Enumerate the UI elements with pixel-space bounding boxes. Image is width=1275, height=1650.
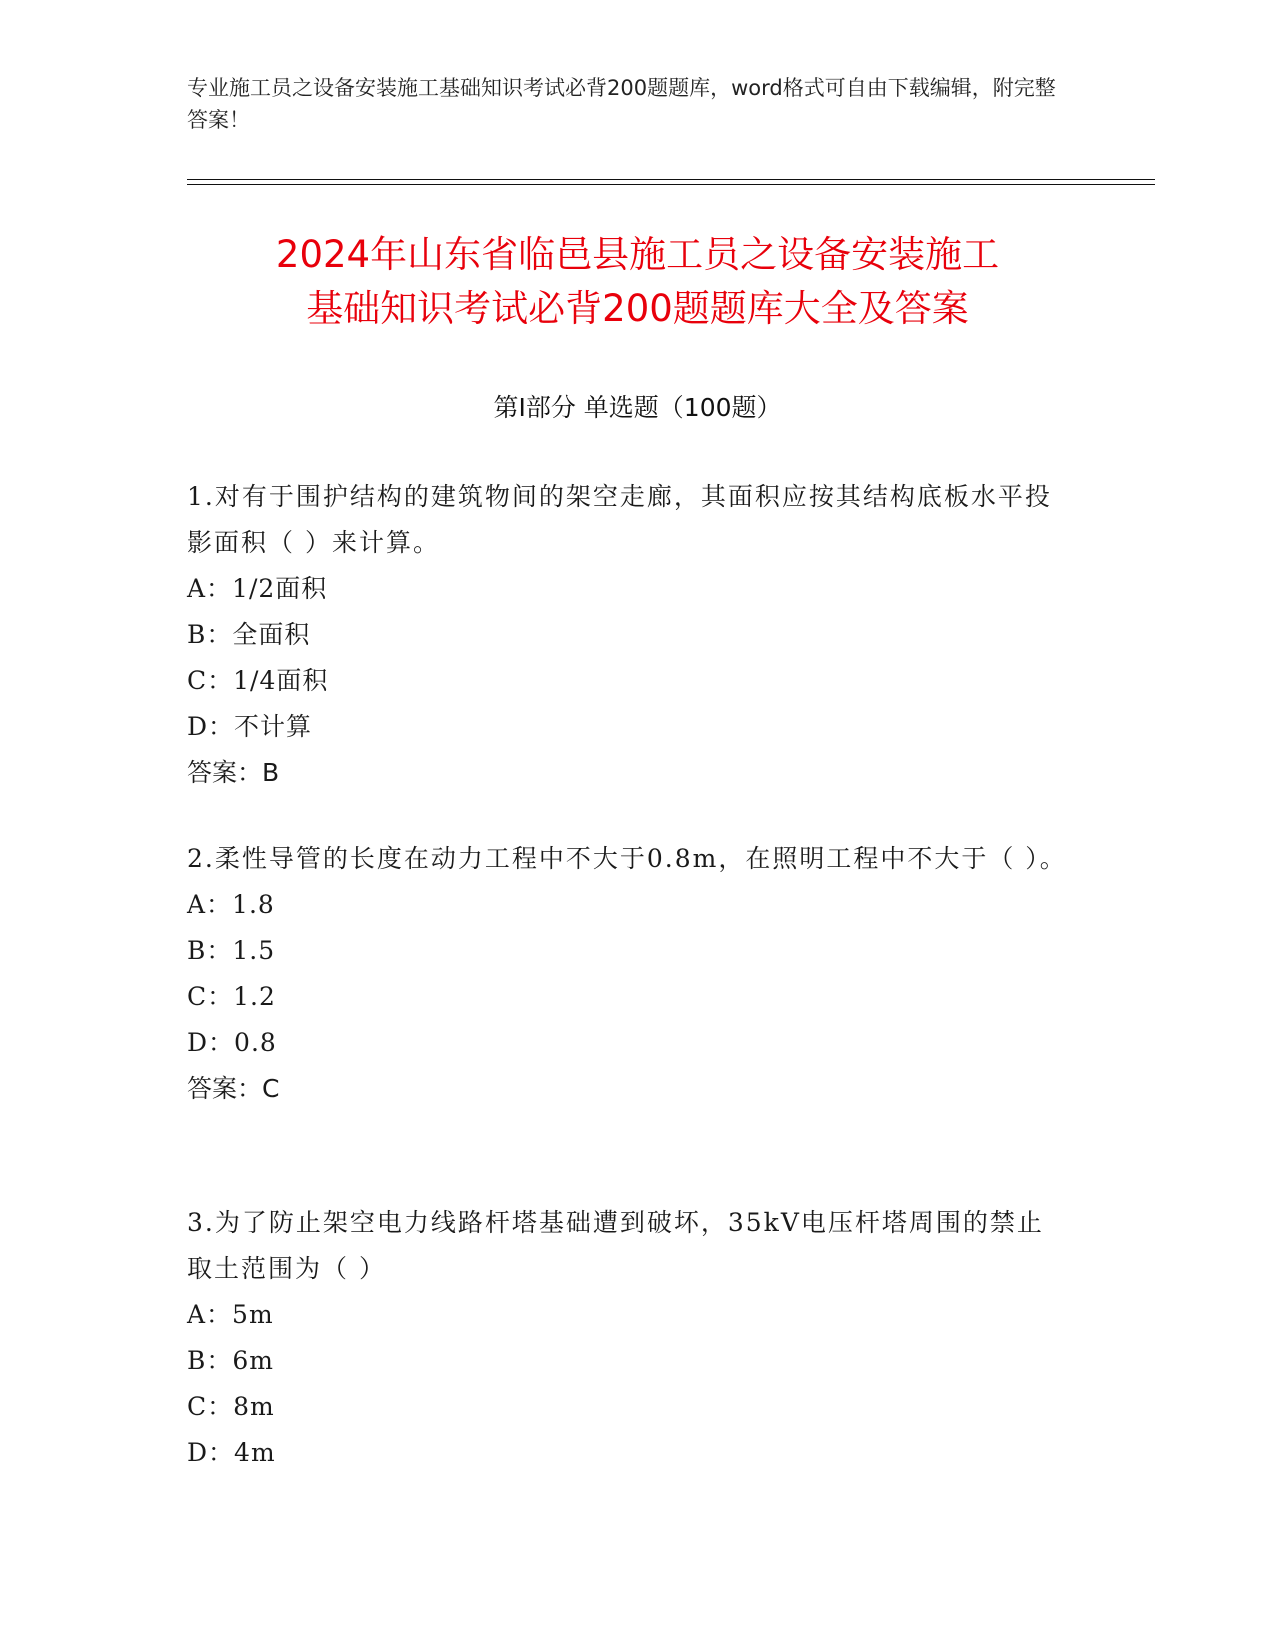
option-b: B：全面积 <box>187 620 311 649</box>
option-a: A：1.8 <box>187 890 275 919</box>
question-1 <box>187 474 1067 796</box>
option-c: C：1/4面积 <box>187 666 329 695</box>
header-divider-top <box>187 179 1155 180</box>
document-title <box>150 228 1125 336</box>
header-divider-bottom <box>187 184 1155 185</box>
answer: 答案：B <box>187 758 280 787</box>
header-note: 专业施工员之设备安装施工基础知识考试必背200题题库，word格式可自由下载编辑，附完整答案！ <box>187 76 1056 132</box>
option-b: B：6m <box>187 1346 274 1375</box>
option-c: C：8m <box>187 1392 275 1421</box>
section-heading: 第Ⅰ部分 单选题（100题） <box>493 393 782 422</box>
option-b: B：1.5 <box>187 936 276 965</box>
option-a: A：5m <box>187 1300 274 1329</box>
title-line-1: 2024年山东省临邑县施工员之设备安装施工 <box>275 233 1000 276</box>
question-stem: 3.为了防止架空电力线路杆塔基础遭到破坏，35kV电压杆塔周围的禁止取土范围为（ ） <box>187 1208 1044 1283</box>
title-line-2: 基础知识考试必背200题题库大全及答案 <box>306 287 969 330</box>
question-2 <box>187 836 1067 1112</box>
option-d: D：不计算 <box>187 712 313 741</box>
option-d: D：4m <box>187 1438 276 1467</box>
question-3 <box>187 1200 1067 1476</box>
option-c: C：1.2 <box>187 982 276 1011</box>
question-stem: 1.对有于围护结构的建筑物间的架空走廊，其面积应按其结构底板水平投影面积（ ）来计算。 <box>187 482 1052 557</box>
question-stem: 2.柔性导管的长度在动力工程中不大于0.8m，在照明工程中不大于（ ）。 <box>187 844 1067 873</box>
option-d: D：0.8 <box>187 1028 277 1057</box>
answer: 答案：C <box>187 1074 280 1103</box>
option-a: A：1/2面积 <box>187 574 328 603</box>
